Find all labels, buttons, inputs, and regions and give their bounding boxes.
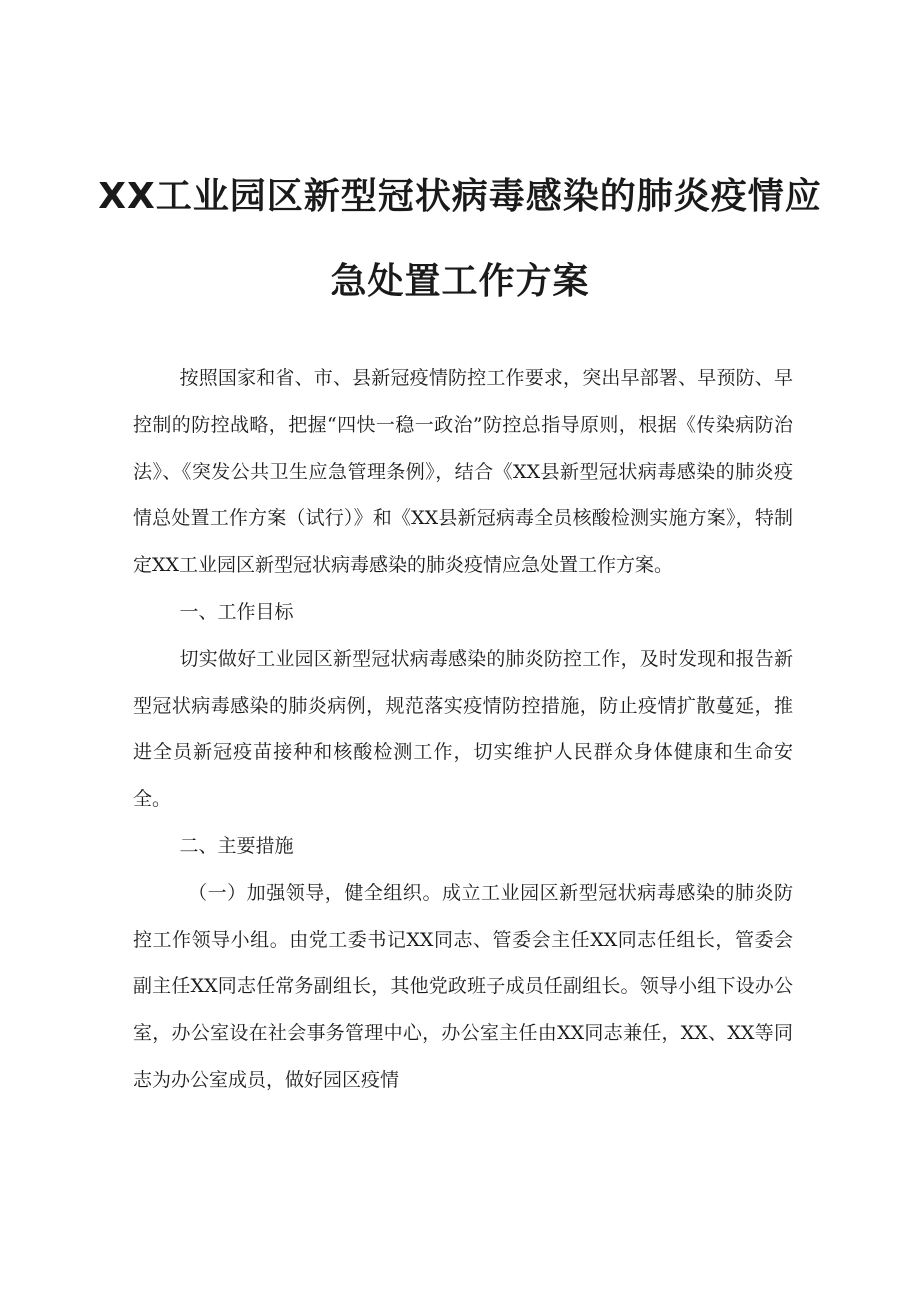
document-body <box>133 355 793 1104</box>
intro-paragraph: 按照国家和省、市、县新冠疫情防控工作要求，突出早部署、早预防、早控制的防控战略，把握“四快一稳一政治”防控总指导原则，根据《传染病防治法》、《突发公共卫生应急管理条例》，结合《XX县新型冠状病毒感染的肺炎疫情总处置工作方案（试行）》和《XX县新冠病毒全员核酸检测实施方案》，特制定XX工业园区新型冠状病毒感染的肺炎疫情应急处置工作方案。 <box>133 367 793 577</box>
measure-1-paragraph: （一）加强领导，健全组织。成立工业园区新型冠状病毒感染的肺炎防控工作领导小组。由党工委书记XX同志、管委会主任XX同志任组长，管委会副主任XX同志任常务副组长，其他党政班子成员任副组长。领导小组下设办公室，办公室设在社会事务管理中心，办公室主任由XX同志兼任，XX、XX等同志为办公室成员，做好园区疫情 <box>133 881 793 1091</box>
section-heading-measures: 二、主要措施 <box>179 834 294 857</box>
section-heading-goals: 一、工作目标 <box>179 600 294 623</box>
document-title-line-2: 急处置工作方案 <box>330 261 590 302</box>
document-title-line-1: XX工业园区新型冠状病毒感染的肺炎疫情应 <box>98 176 822 217</box>
goals-paragraph: 切实做好工业园区新型冠状病毒感染的肺炎防控工作，及时发现和报告新型冠状病毒感染的肺炎病例，规范落实疫情防控措施，防止疫情扩散蔓延，推进全员新冠疫苗接种和核酸检测工作，切实维护人民群众身体健康和生命安全。 <box>133 647 793 811</box>
